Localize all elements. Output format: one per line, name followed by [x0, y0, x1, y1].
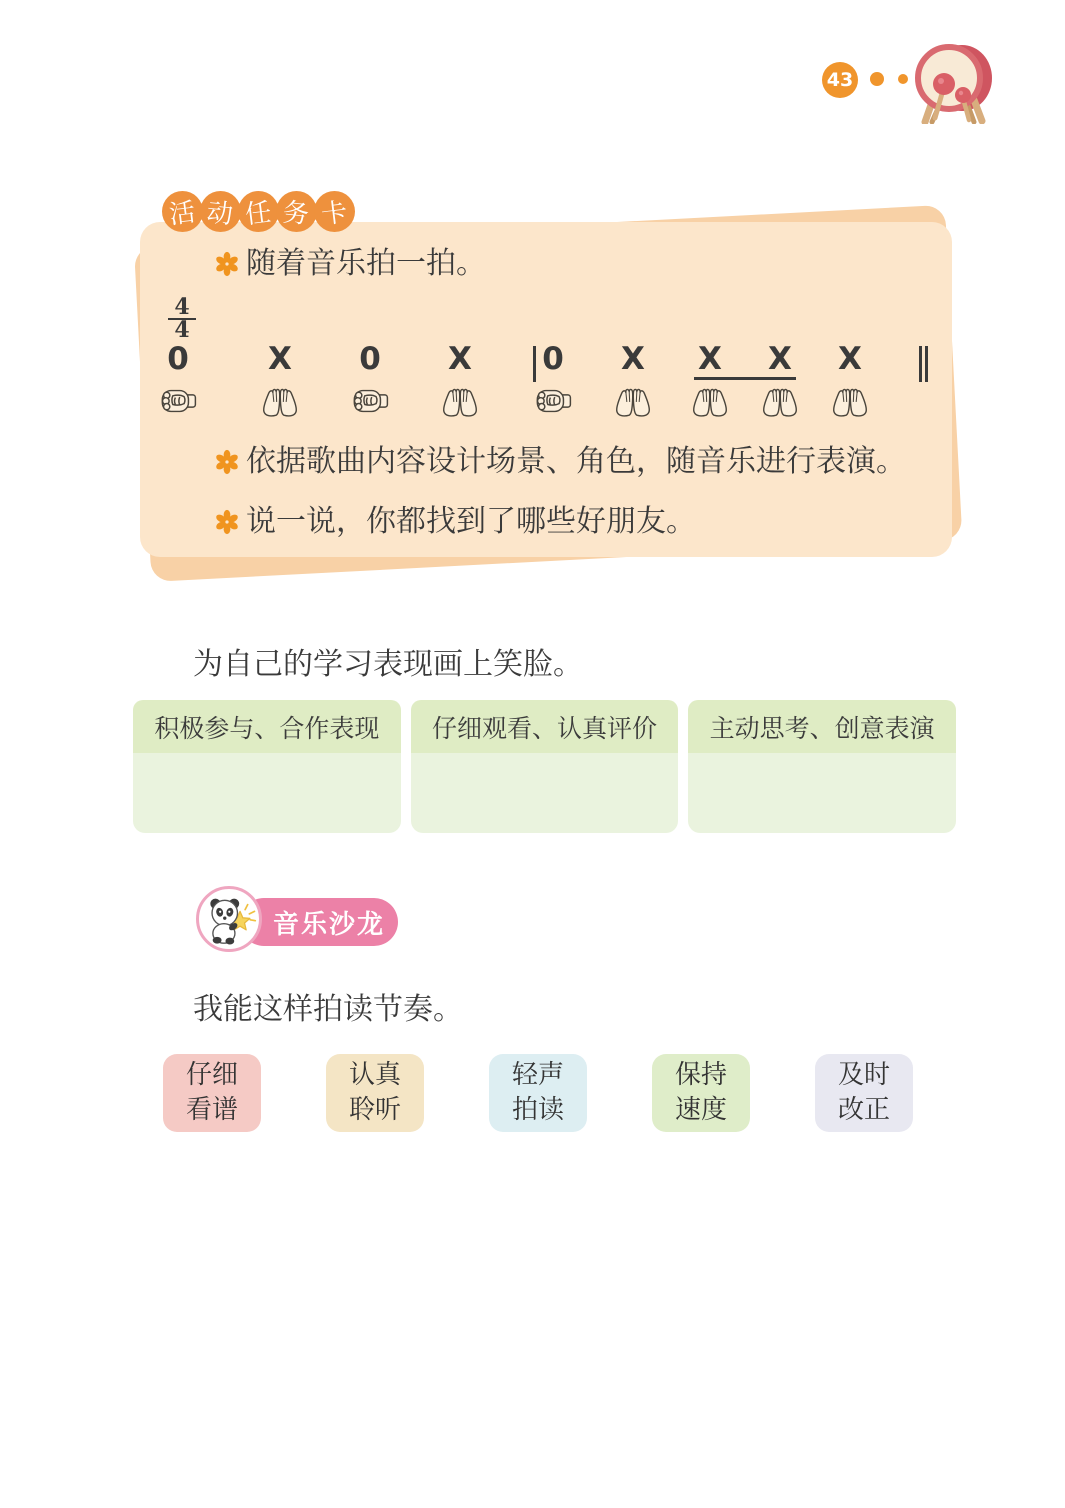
task-card-title-char: 动: [200, 191, 241, 232]
tip-line1: 认真: [348, 1060, 401, 1090]
fist-icon: [533, 383, 573, 419]
assessment-empty-cell: [133, 753, 401, 833]
clap-hands-icon: [690, 383, 730, 419]
assessment-column-header: 积极参与、合作表现: [133, 700, 401, 753]
rhythm-symbol-rest: 0: [167, 341, 189, 377]
panda-mascot-badge: [196, 886, 262, 952]
clap-hands-icon: [760, 383, 800, 419]
tip-box: [815, 1054, 913, 1132]
task-card-title-char: 卡: [314, 191, 355, 232]
tip-line2: 拍读: [511, 1095, 564, 1125]
tip-box: [326, 1054, 424, 1132]
barline: [533, 346, 536, 382]
page-number-badge: 43: [822, 62, 858, 98]
rhythm-symbol-beat: X: [838, 341, 862, 377]
salon-prompt: 我能这样拍读节奏。: [193, 992, 463, 1027]
assessment-column: [133, 700, 401, 833]
tip-line2: 聆听: [348, 1095, 401, 1125]
assessment-table: [133, 700, 956, 833]
assessment-empty-cell: [411, 753, 679, 833]
tip-line1: 仔细: [185, 1060, 238, 1090]
assessment-column-header: 仔细观看、认真评价: [411, 700, 679, 753]
clap-hands-icon: [830, 383, 870, 419]
rhythm-symbol-beat: X: [698, 341, 722, 377]
task-card-title-char: 务: [276, 191, 317, 232]
tips-row: [163, 1054, 913, 1132]
tip-box: [489, 1054, 587, 1132]
task-card-title-char: 活: [162, 191, 203, 232]
clap-hands-icon: [613, 383, 653, 419]
task-bullet-1: [214, 246, 486, 282]
fist-icon: [158, 383, 198, 419]
assessment-column-header: 主动思考、创意表演: [688, 700, 956, 753]
task-card-title: [162, 191, 355, 232]
tip-line2: 速度: [674, 1095, 727, 1125]
rhythm-symbol-beat: X: [621, 341, 645, 377]
task-bullet-2: [214, 444, 906, 480]
flower-icon: [214, 251, 240, 277]
flower-icon: [214, 509, 240, 535]
rhythm-symbol-beat: X: [268, 341, 292, 377]
final-barline: [925, 346, 928, 382]
salon-badge: 音乐沙龙: [240, 898, 398, 946]
rhythm-symbol-rest: 0: [542, 341, 564, 377]
clap-hands-icon: [260, 383, 300, 419]
tip-box: [163, 1054, 261, 1132]
chinese-drum-icon: [912, 40, 994, 128]
tip-line1: 轻声: [511, 1060, 564, 1090]
tip-box: [652, 1054, 750, 1132]
flower-icon: [214, 449, 240, 475]
eighth-note-underline: [694, 377, 796, 380]
rhythm-symbol-beat: X: [768, 341, 792, 377]
clap-hands-icon: [440, 383, 480, 419]
panda-with-star-icon: [201, 891, 257, 947]
time-signature: 4 4: [168, 297, 196, 341]
tip-line2: 改正: [837, 1095, 890, 1125]
task-card-title-char: 任: [238, 191, 279, 232]
decor-dot: [870, 72, 884, 86]
rhythm-symbol-beat: X: [448, 341, 472, 377]
task-bullet-3: [214, 504, 696, 540]
final-barline: [919, 346, 922, 382]
tip-line2: 看谱: [185, 1095, 238, 1125]
assessment-column: [688, 700, 956, 833]
assessment-column: [411, 700, 679, 833]
assessment-empty-cell: [688, 753, 956, 833]
assessment-prompt: 为自己的学习表现画上笑脸。: [193, 647, 583, 682]
tip-line1: 及时: [837, 1060, 890, 1090]
task-bullet-1-text: 随着音乐拍一拍。: [246, 246, 486, 281]
task-bullet-2-text: 依据歌曲内容设计场景、角色，随音乐进行表演。: [246, 444, 906, 479]
fist-icon: [350, 383, 390, 419]
task-bullet-3-text: 说一说，你都找到了哪些好朋友。: [246, 504, 696, 539]
decor-dot: [898, 74, 908, 84]
tip-line1: 保持: [674, 1060, 727, 1090]
rhythm-symbol-rest: 0: [359, 341, 381, 377]
